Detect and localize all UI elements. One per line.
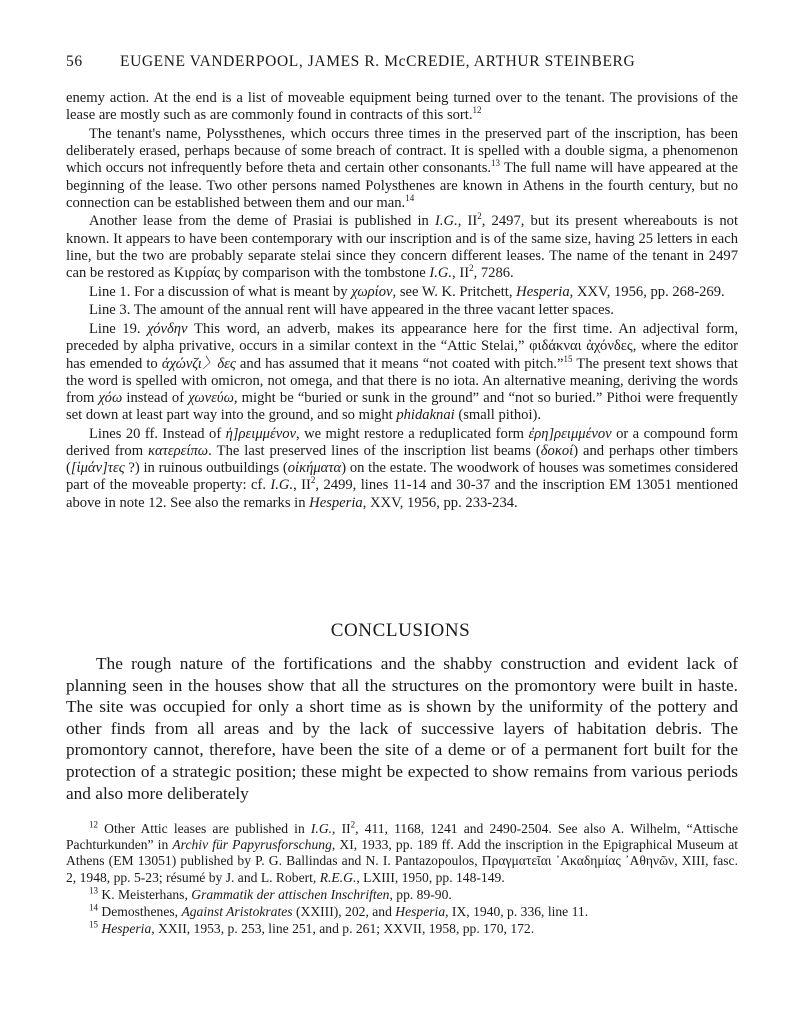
footnote-ref-15[interactable]: 15 <box>563 353 573 364</box>
footnote-ref-13[interactable]: 13 <box>491 158 501 169</box>
running-head-authors: EUGENE VANDERPOOL, JAMES R. McCREDIE, ARTHUR STEINBERG <box>120 53 636 70</box>
footnote-13: $^{13}$ K. Meisterhans, Grammatik der attischen Inschriften, pp. 89-90. <box>89 885 452 902</box>
paragraph-line-3: Line 3. The amount of the annual rent will have appeared in the three vacant letter spaces. <box>89 302 614 319</box>
paragraph-line-19: Line 19. χόνδην This word, an adverb, makes its appearance here for the first time. An adjectival form, preceded by alpha privative, occurs in a similar context in the “Attic Stelai,” φιδάκναι ἀχόνδες, where the editor has emended to ἀχώνζι〉δες and has assumed that it means “not coated with pitch.”$^{15}$ The present text shows that the word is spelled with omicron, not omega, and that there is no iota. An alternative meaning, deriving the words from χόω instead of χωνεύω, might be “buried or sunk in the ground” and “not so buried.” Pithoi were frequently set down at least part way into the ground, and so might phidaknai (small pithoi). <box>66 321 738 424</box>
page-number: 56 <box>66 53 83 70</box>
paragraph-prasiai-lease: Another lease from the deme of Prasiai is published in I.G., $II^2$, 2497, but its present whereabouts is not known. It appears to have been contemporary with our inscription and is of the same size, having 25 letters in each line, but the two are probably separate stelai since they concern different leases. The name of the tenant in 2497 can be restored as Κιρρίας by comparison with the tombstone I.G., $II^2$, 7286. <box>66 211 738 282</box>
paragraph-tenant-name: The tenant's name, Polyssthenes, which occurs three times in the preserved part of the inscription, has been deliberately erased, perhaps because of some breach of contract. It is spelled with a double sigma, a phenomenon which occurs not infrequently before theta and certain other consonants.$^{13}$ The full name will have appeared at the beginning of the lease. Two other persons named Polysthenes are known in Athens in the fourth century, but no connection can be established between them and our man.$^{14}$ <box>66 125 738 211</box>
section-heading-conclusions: CONCLUSIONS <box>330 620 471 641</box>
footnotes <box>66 821 738 938</box>
greek-word: Κιρρίας <box>173 265 221 282</box>
conclusions-paragraph: The rough nature of the fortifications and the shabby construction and evident lack of planning seen in the houses show that all the structures on the promontory were built in haste. The site was occupied for only a short time as is shown by the uniformity of the pottery and other finds from all areas and by the lack of successive layers of habitation debris. The promontory cannot, therefore, have been the site of a deme or of a permanent fort built for the protection of a strategic position; these might be expected to show remains from various periods and also more deliberately <box>66 654 738 803</box>
footnote-14: $^{14}$ Demosthenes, Against Aristokrates (XXIII), 202, and Hesperia, IX, 1940, p. 336, line 11. <box>89 902 589 920</box>
paragraph-lines-20ff: Lines 20 ff. Instead of ἡ]ρειμμένον, we might restore a reduplicated form ἐρη]ρειμμένον or a compound form derived from κατερείπω. The last preserved lines of the inscription list beams (δοκοί) and perhaps other timbers ([ἱμάν]τες ?) in ruinous outbuildings (οἰκήματα) on the estate. The woodwork of houses was sometimes considered part of the moveable property: cf. I.G., $II^2$, 2499, lines 11-14 and 30-37 and the inscription EM 13051 mentioned above in note 12. See also the remarks in Hesperia, XXV, 1956, pp. 233-234. <box>66 425 739 511</box>
footnote-12: $^{12}$ Other Attic leases are published in I.G., $II^2$, 411, 1168, 1241 and 2490-2504. See also A. Wilhelm, “Attische Pachturkunden” in Archiv für Papyrusforschung, XI, 1933, pp. 189 ff. Add the inscription in the Epigraphical Museum at Athens (EM 13051) published by P. G. Ballindas and N. I. Pantazopoulos, Πραγματεῖαι ᾽Ακαδημίας ᾽Αθηνῶν, XIII, fasc. 2, 1948, pp. 5-23; résumé by J. and L. Robert, R.E.G., LXIII, 1950, pp. 148-149. <box>66 819 739 885</box>
paragraph-lease-provisions: enemy action. At the end is a list of moveable equipment being turned over to the tenant. The provisions of the lease are mostly such as are commonly found in contracts of this sort.$^{12}$ <box>66 90 738 124</box>
paragraph-line-1: Line 1. For a discussion of what is meant by χωρίον, see W. K. Pritchett, Hesperia, XXV, 1956, pp. 268-269. <box>89 283 725 300</box>
footnote-15: $^{15}$ Hesperia, XXII, 1953, p. 253, line 251, and p. 261; XXVII, 1958, pp. 170, 172. <box>89 919 535 937</box>
conclusions-text <box>66 653 738 804</box>
running-head <box>66 53 742 75</box>
body-text <box>66 90 738 513</box>
footnote-ref-14[interactable]: 14 <box>405 192 415 203</box>
footnote-ref-12[interactable]: 12 <box>472 105 482 116</box>
